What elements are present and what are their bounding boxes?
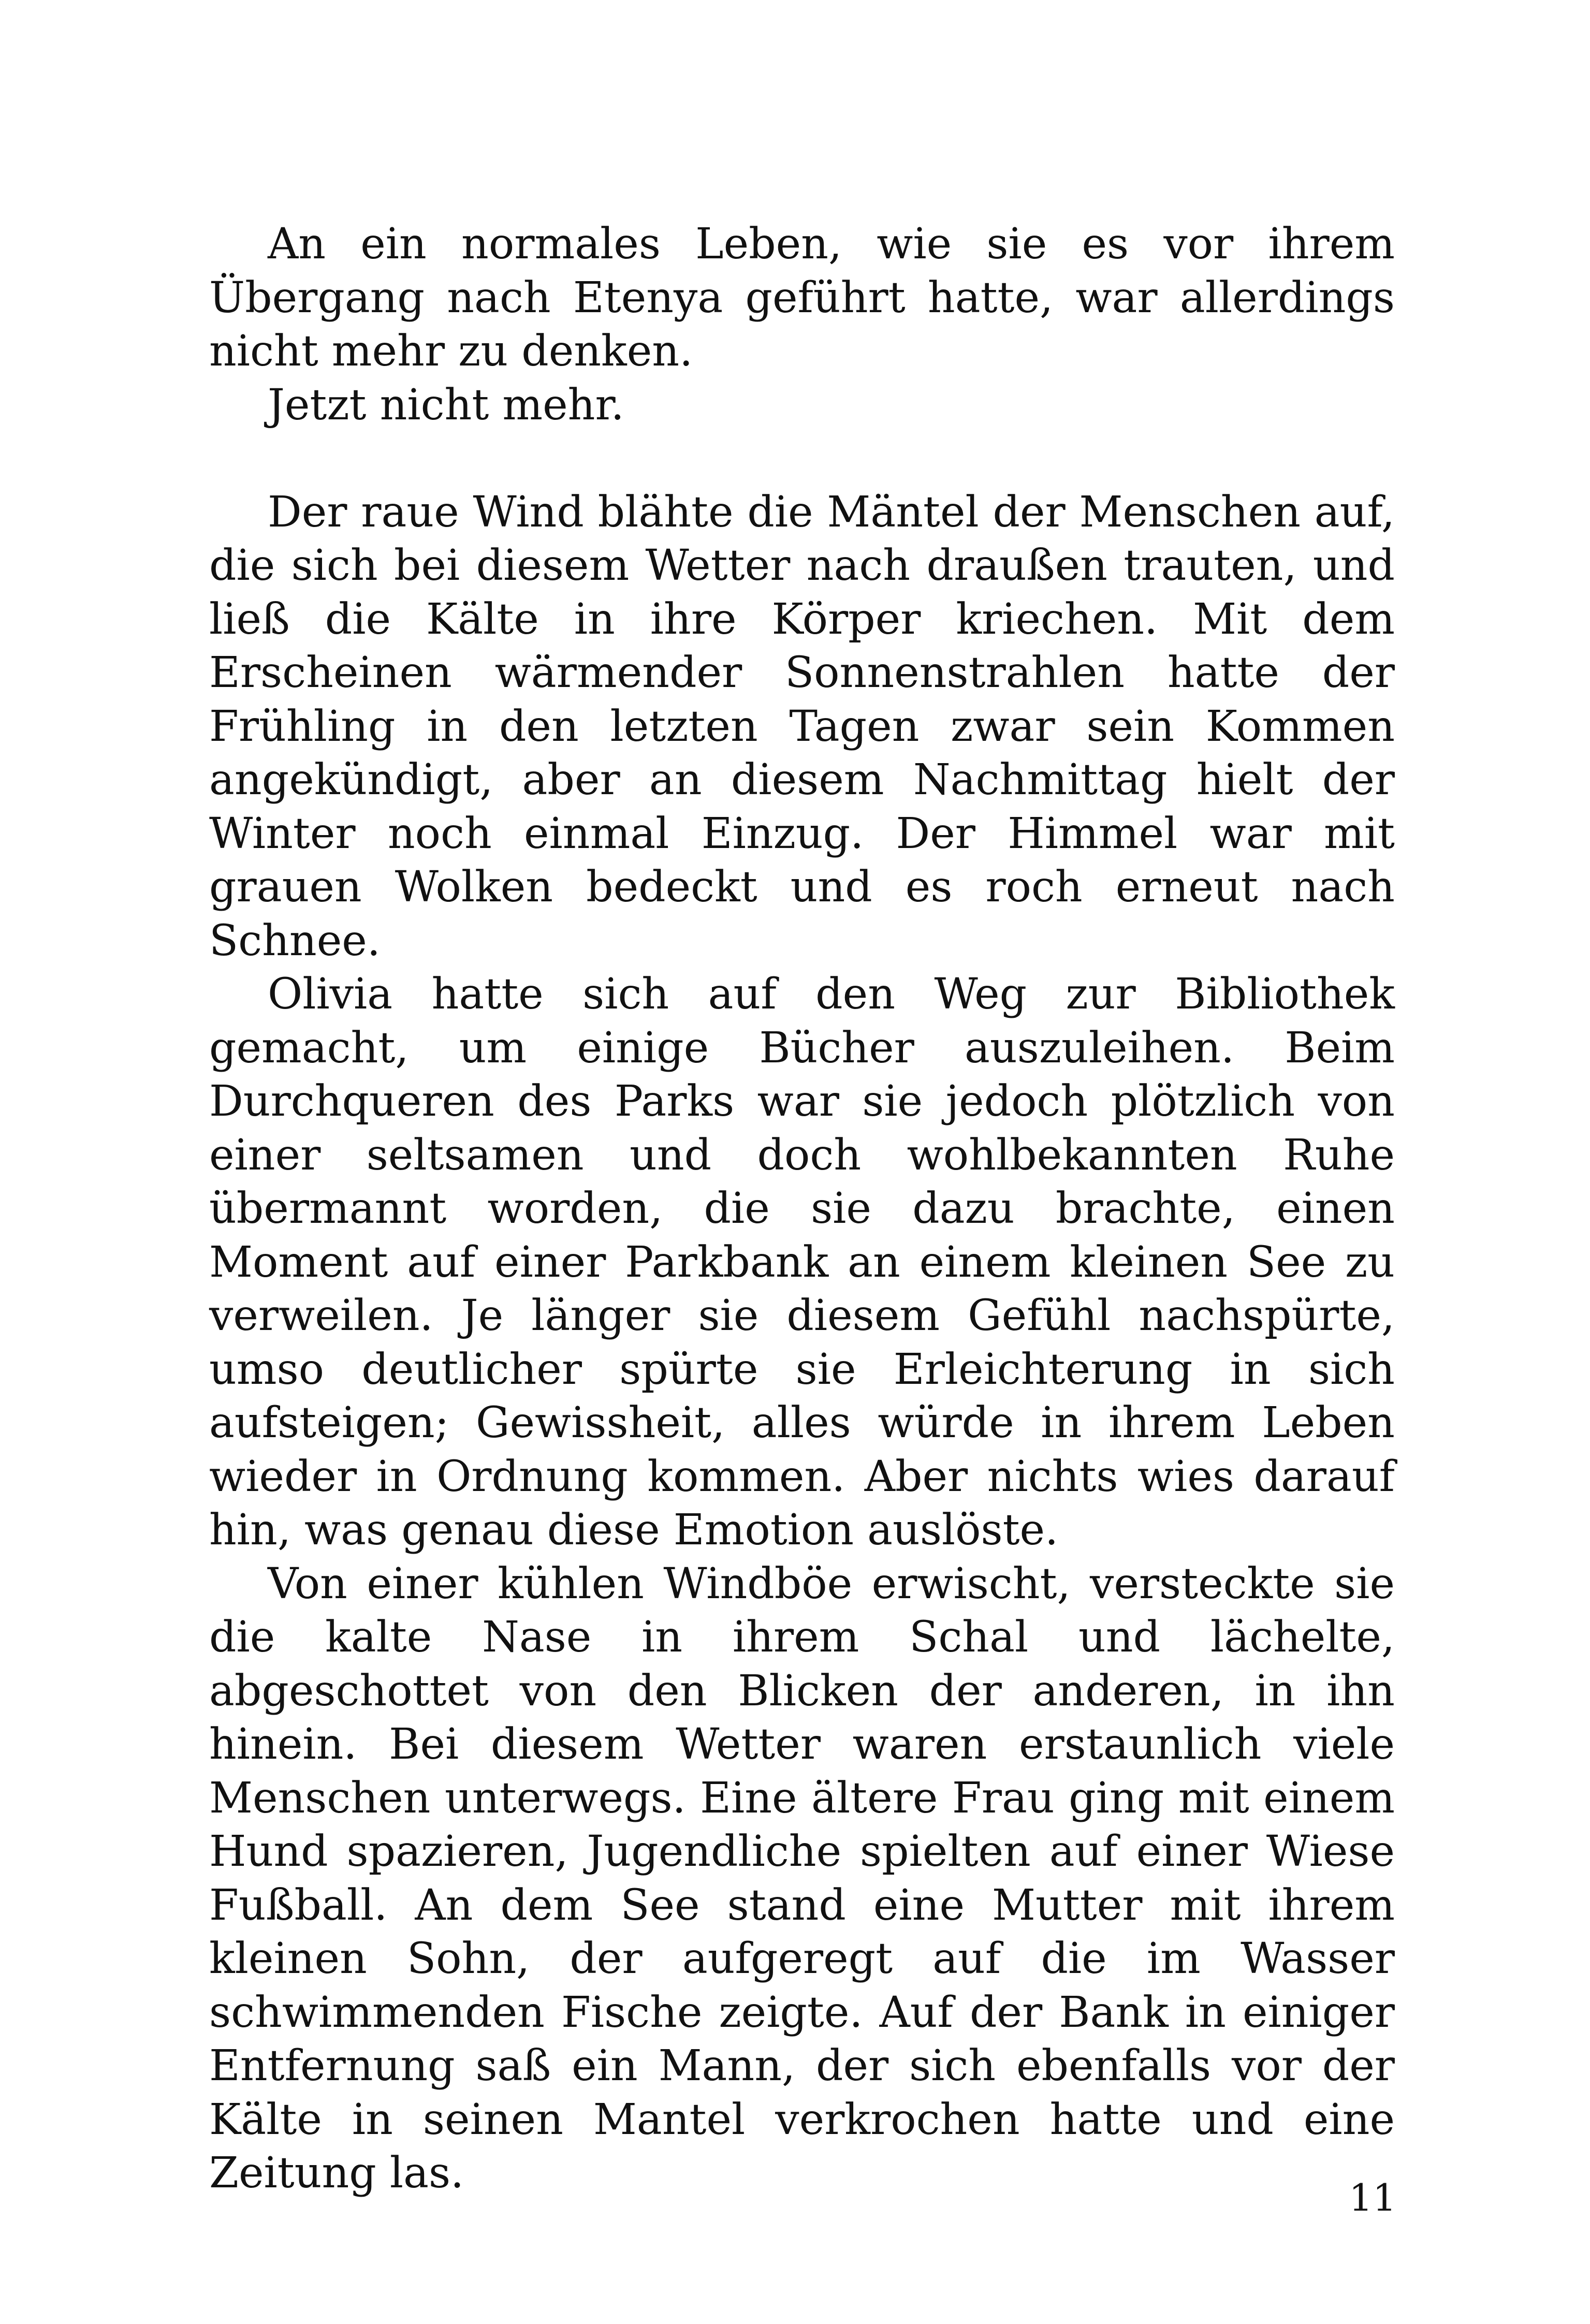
- paragraph: Olivia hatte sich auf den Weg zur Bibliothek gemacht, um einige Bücher auszuleihen. Beim Durchqueren des Parks war sie jedoch plötzlich von einer seltsamen und doch wohlbekannten Ruhe übermannt worden, die sie dazu brachte, einen Moment auf einer Parkbank an einem kleinen See zu verweilen. Je länger sie diesem Gefühl nachspürte, umso deutlicher spürte sie Erleichterung in sich aufsteigen; Gewissheit, alles würde in ihrem Leben wieder in Ordnung kommen. Aber nichts wies darauf hin, was genau diese Emotion auslöste.: [209, 970, 1395, 1555]
- body-text: [209, 217, 1395, 2200]
- paragraph: An ein normales Leben, wie sie es vor ihrem Übergang nach Etenya geführt hatte, war allerdings nicht mehr zu denken.: [209, 220, 1395, 376]
- paragraph: Von einer kühlen Windböe erwischt, versteckte sie die kalte Nase in ihrem Schal und lächelte, abgeschottet von den Blicken der anderen, in ihn hinein. Bei diesem Wetter waren erstaunlich viele Menschen unterwegs. Eine ältere Frau ging mit einem Hund spazieren, Jugendliche spielten auf einer Wiese Fußball. An dem See stand eine Mutter mit ihrem kleinen Sohn, der aufgeregt auf die im Wasser schwimmenden Fische zeigte. Auf der Bank in einiger Entfernung saß ein Mann, der sich ebenfalls vor der Kälte in seinen Mantel verkrochen hatte und eine Zeitung las.: [209, 1559, 1395, 2198]
- page-number: 11: [1349, 2176, 1396, 2219]
- paragraph: Jetzt nicht mehr.: [268, 380, 624, 430]
- paragraph: Der raue Wind blähte die Mäntel der Menschen auf, die sich bei diesem Wetter nach draußen trauten, und ließ die Kälte in ihre Körper kriechen. Mit dem Erscheinen wärmender Sonnenstrahlen hatte der Frühling in den letzten Tagen zwar sein Kommen angekündigt, aber an diesem Nachmittag hielt der Winter noch einmal Einzug. Der Himmel war mit grauen Wolken bedeckt und es roch erneut nach Schnee.: [209, 487, 1395, 966]
